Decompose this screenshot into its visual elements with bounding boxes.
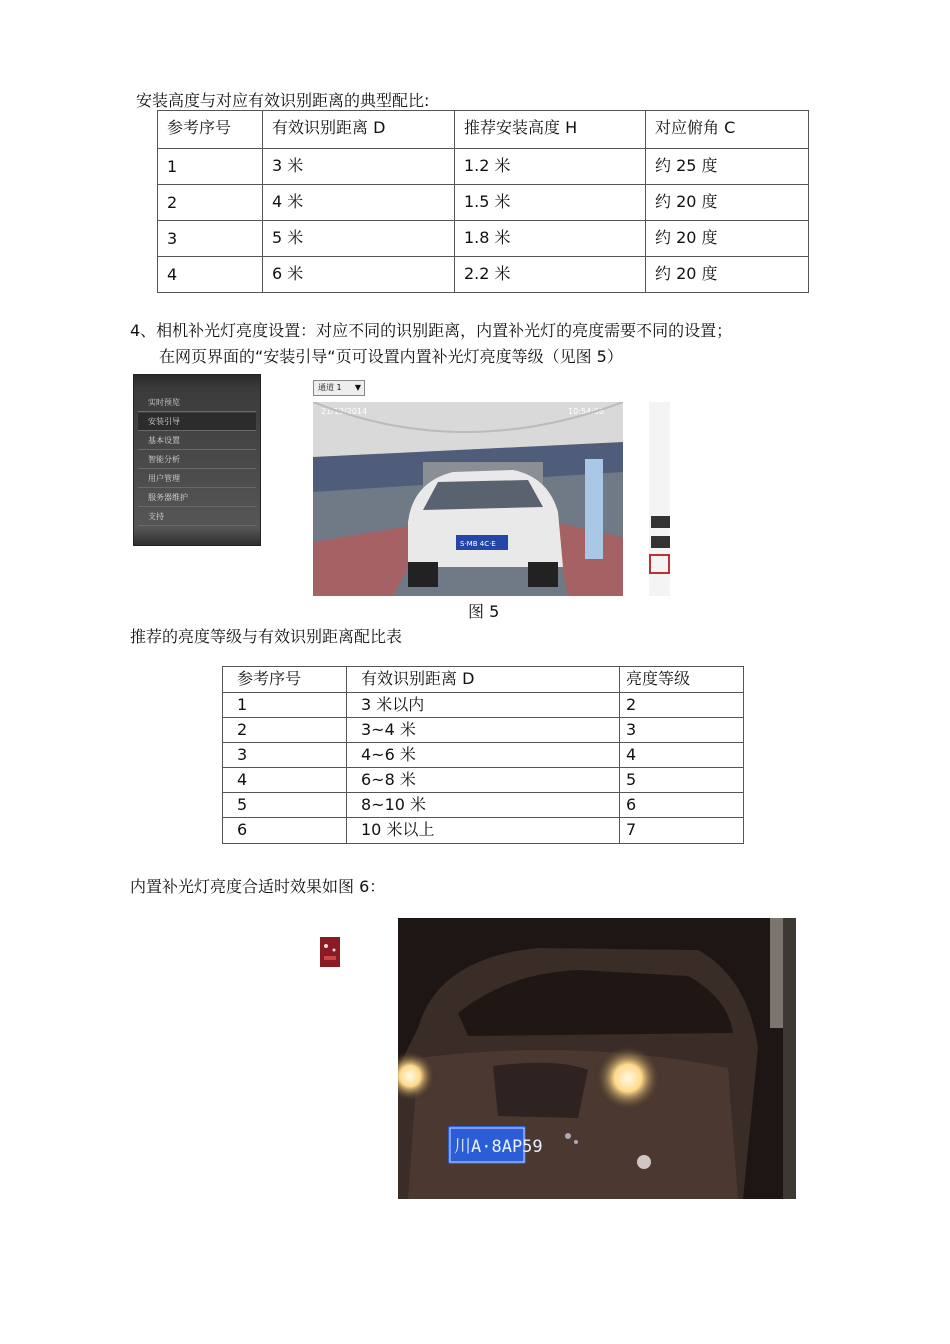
table-cell: 4	[158, 257, 263, 293]
table-header-cell: 对应俯角 C	[646, 111, 809, 149]
table-cell: 1.5 米	[455, 185, 646, 221]
table-row	[223, 818, 744, 844]
table-cell: 1	[158, 149, 263, 185]
height-distance-table	[157, 110, 809, 293]
table-cell: 3	[223, 743, 347, 768]
table-cell: 约 25 度	[646, 149, 809, 185]
table-cell: 2	[620, 693, 744, 718]
table-cell: 1	[223, 693, 347, 718]
night-fill-light-example-image	[398, 918, 796, 1199]
menu-item-basic-settings: 基本设置	[138, 432, 256, 450]
menu-item-support: 支持	[138, 508, 256, 526]
night-car-photo	[398, 918, 796, 1199]
small-thumbnail-image	[320, 937, 340, 967]
timestamp-date: 21/12/2014	[321, 407, 368, 416]
camera-preview-image	[313, 402, 623, 596]
section4-line2: 在网页界面的“安装引导“页可设置内置补光灯亮度等级（见图 5）	[159, 347, 623, 366]
table-cell: 6 米	[263, 257, 455, 293]
table-cell: 约 20 度	[646, 221, 809, 257]
table-row	[158, 257, 809, 293]
menu-item-install-guide: 安装引导	[138, 413, 256, 431]
table-cell: 5	[223, 793, 347, 818]
table-row	[223, 718, 744, 743]
table-header-cell: 有效识别距离 D	[263, 111, 455, 149]
table-cell: 3~4 米	[347, 718, 620, 743]
install-guide-screenshot	[313, 380, 670, 596]
table2-title: 推荐的亮度等级与有效识别距离配比表	[130, 627, 403, 646]
table-cell: 4	[620, 743, 744, 768]
table-cell: 1.8 米	[455, 221, 646, 257]
table-cell: 5	[620, 768, 744, 793]
table-row	[158, 185, 809, 221]
table-cell: 10 米以上	[347, 818, 620, 844]
channel-select	[313, 380, 365, 396]
figure6-intro: 内置补光灯亮度合适时效果如图 6：	[130, 877, 386, 896]
table-header-cell: 亮度等级	[620, 667, 744, 693]
table-cell: 6~8 米	[347, 768, 620, 793]
settings-side-panel	[649, 402, 670, 596]
table-cell: 1.2 米	[455, 149, 646, 185]
table-cell: 2	[223, 718, 347, 743]
table-cell: 7	[620, 818, 744, 844]
table-row	[223, 743, 744, 768]
table-row	[223, 693, 744, 718]
table-header-cell: 参考序号	[158, 111, 263, 149]
table-header-row	[223, 667, 744, 693]
menu-item-user-management: 用户管理	[138, 470, 256, 488]
table-cell: 3	[620, 718, 744, 743]
intro-line: 安装高度与对应有效识别距离的典型配比:	[136, 91, 430, 110]
chevron-down-icon: ▼	[354, 383, 361, 392]
table-cell: 4~6 米	[347, 743, 620, 768]
table-cell: 2	[158, 185, 263, 221]
web-nav-menu-screenshot	[133, 374, 261, 546]
table-cell: 3 米以内	[347, 693, 620, 718]
table-header-cell: 推荐安装高度 H	[455, 111, 646, 149]
table-header-cell: 参考序号	[223, 667, 347, 693]
table-header-row	[158, 111, 809, 149]
table-cell: 4	[223, 768, 347, 793]
table-row	[158, 149, 809, 185]
section4-line1: 4、相机补光灯亮度设置：对应不同的识别距离，内置补光灯的亮度需要不同的设置；	[130, 321, 733, 340]
table-cell: 8~10 米	[347, 793, 620, 818]
table-cell: 4 米	[263, 185, 455, 221]
brightness-distance-table	[222, 666, 744, 844]
timestamp-time: 10:54:08	[568, 407, 604, 416]
plate-text: S·MB 4C·E	[460, 540, 496, 548]
menu-item-server-maintenance: 服务器维护	[138, 489, 256, 507]
table-cell: 6	[223, 818, 347, 844]
table-header-cell: 有效识别距离 D	[347, 667, 620, 693]
table-row	[223, 793, 744, 818]
menu-item-smart-analysis: 智能分析	[138, 451, 256, 469]
menu-item-live-view: 实时预览	[138, 394, 256, 412]
channel-select-value: 通道 1	[318, 383, 342, 392]
table-cell: 约 20 度	[646, 185, 809, 221]
table-cell: 5 米	[263, 221, 455, 257]
figure5-caption: 图 5	[468, 602, 500, 621]
table-cell: 3 米	[263, 149, 455, 185]
table-cell: 6	[620, 793, 744, 818]
table-row	[158, 221, 809, 257]
table-cell: 2.2 米	[455, 257, 646, 293]
table-row	[223, 768, 744, 793]
table-cell: 约 20 度	[646, 257, 809, 293]
plate-text: 川A·8AP59	[454, 1137, 543, 1157]
table-cell: 3	[158, 221, 263, 257]
